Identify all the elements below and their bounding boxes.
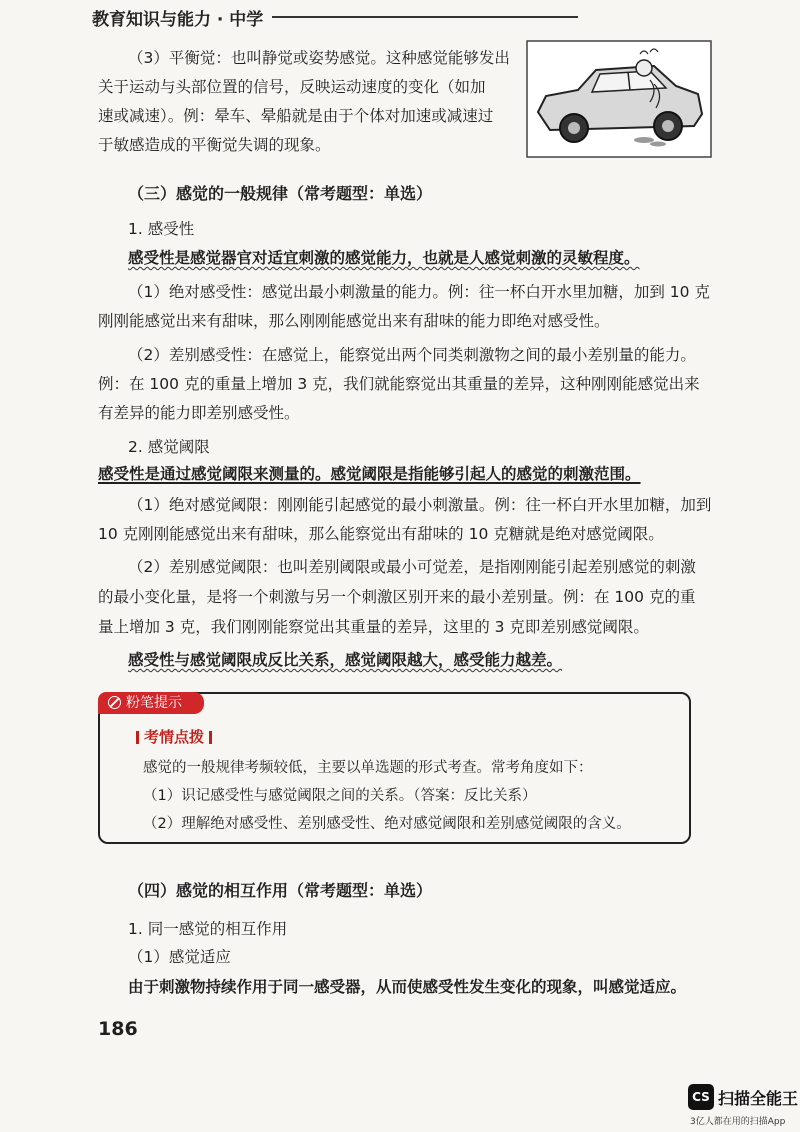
page-number: 186 bbox=[98, 1018, 138, 1040]
header-rule bbox=[272, 16, 578, 18]
pencil-off-icon bbox=[108, 696, 121, 709]
tip-label bbox=[98, 692, 204, 714]
threshold-definition: 感受性是通过感觉阈限来测量的。感觉阈限是指能够引起人的感觉的刺激范围。 bbox=[98, 465, 641, 483]
exam-analysis-heading bbox=[136, 726, 212, 747]
camscanner-badge: CS bbox=[688, 1084, 714, 1110]
section-3-heading: （三）感觉的一般规律（常考题型：单选） bbox=[128, 184, 433, 203]
tip-line-3: （2）理解绝对感受性、差别感受性、绝对感觉阈限和差别感觉阈限的含义。 bbox=[143, 816, 631, 832]
difference-sensitivity-line-2: 例：在 100 克的重量上增加 3 克，我们就能察觉出其重量的差异，这种刚刚能感觉出来 bbox=[98, 375, 700, 393]
tip-label-text: 粉笔提示 bbox=[126, 695, 182, 711]
subheading-same-sense: 1. 同一感觉的相互作用 bbox=[128, 920, 288, 938]
absolute-sensitivity-line-1: （1）绝对感受性：感觉出最小刺激量的能力。例：往一杯白开水里加糖，加到 10 克 bbox=[128, 283, 710, 301]
sensitivity-definition: 感受性是感觉器官对适宜刺激的感觉能力，也就是人感觉刺激的灵敏程度。 bbox=[128, 249, 640, 267]
camscanner-tagline: 3亿人都在用的扫描App bbox=[690, 1117, 786, 1127]
subheading-adaptation: （1）感觉适应 bbox=[128, 948, 231, 966]
section-4-heading: （四）感觉的相互作用（常考题型：单选） bbox=[128, 881, 433, 900]
difference-sensitivity-line-3: 有差异的能力即差别感受性。 bbox=[98, 404, 300, 422]
difference-threshold-line-1: （2）差别感觉阈限：也叫差别阈限或最小可觉差，是指刚刚能引起差别感觉的刺激 bbox=[128, 558, 696, 576]
camscanner-watermark bbox=[688, 1082, 800, 1132]
book-title: 教育知识与能力 · 中学 bbox=[92, 10, 264, 30]
difference-sensitivity-line-1: （2）差别感受性：在感觉上，能察觉出两个同类刺激物之间的最小差别量的能力。 bbox=[128, 346, 696, 364]
difference-threshold-line-3: 量上增加 3 克，我们刚刚能察觉出其重量的差异，这里的 3 克即差别感觉阈限。 bbox=[98, 618, 649, 636]
adaptation-definition: 由于刺激物持续作用于同一感受器，从而使感受性发生变化的现象，叫感觉适应。 bbox=[128, 978, 687, 996]
absolute-sensitivity-line-2: 刚刚能感觉出来有甜味，那么刚刚能感觉出来有甜味的能力即绝对感受性。 bbox=[98, 312, 610, 330]
absolute-threshold-line-2: 10 克刚刚能感觉出来有甜味，那么能察觉出有甜味的 10 克糖就是绝对感觉阈限。 bbox=[98, 525, 664, 543]
carsick-car-illustration bbox=[526, 40, 712, 158]
subheading-threshold: 2. 感觉阈限 bbox=[128, 438, 210, 456]
camscanner-name: 扫描全能王 bbox=[718, 1089, 799, 1108]
inverse-relation-statement: 感受性与感觉阈限成反比关系，感觉阈限越大，感受能力越差。 bbox=[128, 651, 563, 669]
balance-line-4: 于敏感造成的平衡觉失调的现象。 bbox=[98, 136, 331, 154]
difference-threshold-line-2: 的最小变化量，是将一个刺激与另一个刺激区别开来的最小差别量。例：在 100 克的重 bbox=[98, 588, 696, 606]
absolute-threshold-line-1: （1）绝对感觉阈限：刚刚能引起感觉的最小刺激量。例：往一杯白开水里加糖，加到 bbox=[128, 496, 712, 514]
exam-analysis-text: 考情点拨 bbox=[144, 728, 205, 746]
page-header bbox=[0, 0, 800, 30]
tip-line-1: 感觉的一般规律考频较低，主要以单选题的形式考查。常考角度如下： bbox=[143, 760, 593, 776]
balance-line-3: 速或减速）。例：晕车、晕船就是由于个体对加速或减速过 bbox=[98, 107, 494, 125]
balance-line-2: 关于运动与头部位置的信号，反映运动速度的变化（如加 bbox=[98, 78, 486, 96]
subheading-sensitivity: 1. 感受性 bbox=[128, 220, 195, 238]
tip-line-2: （1）识记感受性与感觉阈限之间的关系。（答案：反比关系） bbox=[143, 788, 537, 804]
balance-line-1: （3）平衡觉：也叫静觉或姿势感觉。这种感觉能够发出 bbox=[128, 49, 510, 67]
